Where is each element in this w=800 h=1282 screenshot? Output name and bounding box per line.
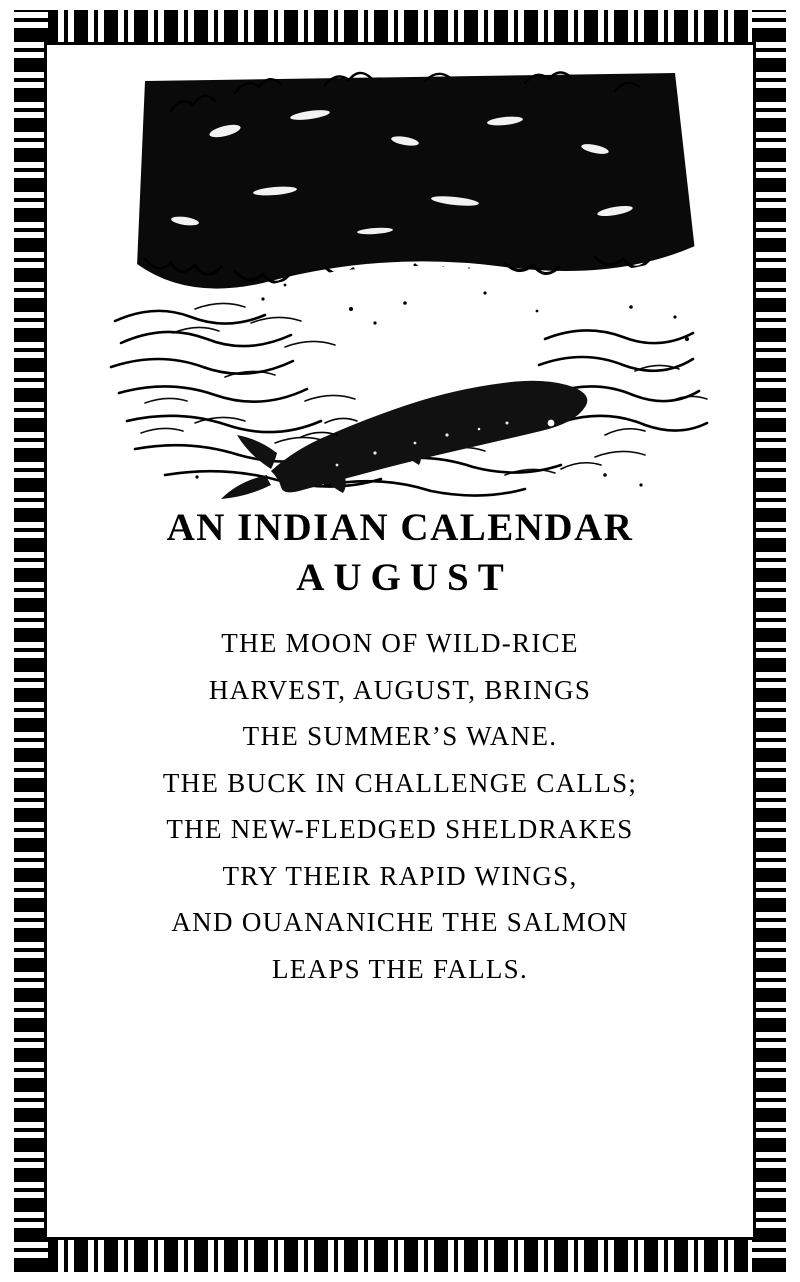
verse-line: THE BUCK IN CHALLENGE CALLS; bbox=[162, 767, 638, 798]
verse-line: TRY THEIR RAPID WINGS, bbox=[222, 860, 578, 891]
border-band-right bbox=[752, 10, 786, 1272]
verse bbox=[75, 620, 725, 992]
border-band-top bbox=[14, 10, 786, 44]
plate-title: AN INDIAN CALENDAR bbox=[166, 506, 634, 549]
plate-month: AUGUST bbox=[296, 555, 513, 599]
plate-content bbox=[47, 45, 753, 1237]
verse-line: THE NEW-FLEDGED SHELDRAKES bbox=[166, 814, 634, 845]
caption-block bbox=[75, 507, 725, 992]
verse-line: HARVEST, AUGUST, BRINGS bbox=[208, 674, 592, 705]
water-turbulence bbox=[111, 284, 707, 496]
verse-line: LEAPS THE FALLS. bbox=[271, 953, 529, 984]
illustration-leaping-salmon bbox=[75, 71, 725, 501]
verse-line: AND OUANANICHE THE SALMON bbox=[171, 907, 629, 938]
verse-line: THE MOON OF WILD-RICE bbox=[221, 628, 579, 659]
border-band-left bbox=[14, 10, 48, 1272]
verse-line: THE SUMMER’S WANE. bbox=[242, 721, 558, 752]
border-band-bottom bbox=[14, 1238, 786, 1272]
foliage-mass bbox=[133, 71, 695, 289]
